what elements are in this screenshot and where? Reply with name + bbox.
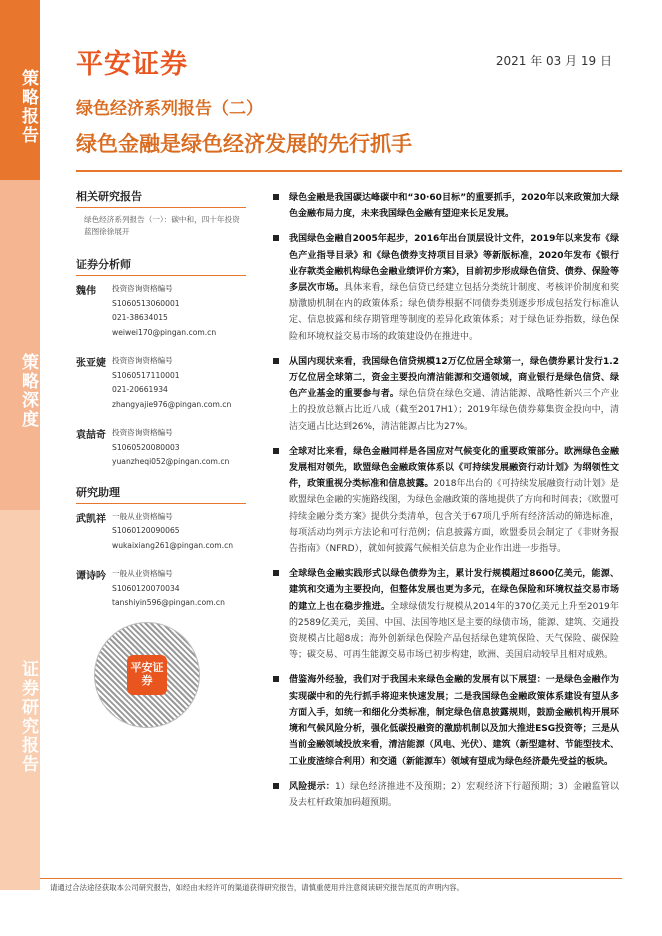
analyst-line: 投资咨询资格编号 <box>112 356 173 365</box>
square-bullet-icon <box>273 783 279 789</box>
summary-bullets <box>273 190 619 820</box>
assistant-name: 武凯祥 <box>76 513 106 525</box>
company-logo: 平安证券 <box>76 49 188 80</box>
risk-warning <box>273 779 619 811</box>
report-date: 2021 年 03 月 19 日 <box>495 54 612 68</box>
analyst-name: 魏伟 <box>76 286 96 297</box>
summary-item <box>273 444 619 557</box>
analyst-line: 021-38634015 <box>112 313 168 322</box>
analyst-name: 张亚婕 <box>76 358 106 369</box>
analyst <box>76 282 246 340</box>
summary-item <box>273 354 619 435</box>
analyst-line: 投资咨询资格编号 <box>112 284 173 293</box>
summary-item <box>273 190 619 222</box>
qr-code-icon <box>94 622 200 728</box>
summary-text: 具体来看，绿色信贷已经建立包括分类统计制度、考核评价制度和奖励激励机制在内的政策体系；绿色债券根据不同债券类别逐步形成包括发行标准认定、信息披露和续存期管理等制度的差异化政策体系；对于绿色证券指数，绿色保险和环境权益交易市场的政策建设仍在推进中。 <box>289 283 619 342</box>
summary-bold: 借鉴海外经验，我们对于我国未来绿色金融的发展有以下展望：一是绿色金融作为实现碳中和的先行抓手将迎来快速发展；二是我国绿色金融政策体系建设有望从多方面入手，如统一和细化分类标准，制定绿色信息披露规则，鼓励金融机构开展环境和气候风险分析，强化低碳投融资的激励机制以及加大推进ESG投资等；三是从当前金融领域投放来看，清洁能源（风电、光伏）、建筑（新型建材、节能型技术、工业废渣综合利用）和交通（新能源车）领域有望成为绿色经济最先受益的板块。 <box>289 675 619 767</box>
analyst-line: 021-20661934 <box>112 385 168 394</box>
summary-bold: 全球绿色金融实践形式以绿色债券为主，累计发行规模超过8600亿美元，能源、建筑和交通为主要投向，但整体发展也更为多元，在绿色保险和环境权益交易市场的建立上也在稳步推进。 <box>289 569 619 612</box>
analysts-heading: 证券分析师 <box>76 256 246 276</box>
square-bullet-icon <box>273 235 279 241</box>
sidebar-strategy-depth: 策略深度 <box>0 180 40 510</box>
assistant <box>76 567 246 611</box>
assistants-heading: 研究助理 <box>76 484 246 504</box>
related-heading: 相关研究报告 <box>76 188 246 208</box>
summary-bold: 全球对比来看，绿色金融同样是各国应对气候变化的重要政策部分。欧洲绿色金融发展相对领先，欧盟绿色金融政策体系以《可持续发展融资行动计划》为纲领性文件，政策重视分类标准和信息披露。 <box>289 446 619 490</box>
sidebar-securities-research: 证券研究报告 <box>0 510 40 890</box>
square-bullet-icon <box>273 570 279 576</box>
analyst-email[interactable]: zhangyajie976@pingan.com.cn <box>112 399 232 409</box>
square-bullet-icon <box>273 358 279 364</box>
assistant-email[interactable]: tanshiyin596@pingan.com.cn <box>112 598 225 607</box>
analyst-name: 袁喆奇 <box>76 430 106 441</box>
summary-item <box>273 672 619 769</box>
analyst-line: S1060517110001 <box>112 370 180 380</box>
summary-text: 绿色信贷在绿色交通、清洁能源、战略性新兴三个产业上的投放总额占比近八成（截至2017H1）；2019年绿色债券募集资金投向中，清洁交通占比达到26%，清洁能源占比为27%。 <box>289 389 619 432</box>
series-title: 绿色经济系列报告（二） <box>76 99 263 119</box>
assistants-list <box>76 510 246 611</box>
summary-item <box>273 566 619 663</box>
assistant-line: 一般从业资格编号 <box>112 511 173 521</box>
assistant-name: 谭诗吟 <box>76 571 106 582</box>
analyst-line: 投资咨询资格编号 <box>112 428 173 437</box>
footer-disclaimer: 请通过合法途径获取本公司研究报告，如经由未经许可的渠道获得研究报告，请慎重使用并注意阅读研究报告尾页的声明内容。 <box>50 883 464 892</box>
left-column <box>76 188 246 625</box>
summary-text: 2018年出台的《可持续发展融资行动计划》是欧盟绿色金融的实施路线图，为绿色金融政策的落地提供了方向和时间表；《欧盟可持续金融分类方案》提供分类清单，包含关于67项几乎所有经济活动的筛选标准，每项活动均列示方法论和可行范例；信息披露方面，欧盟委员会制定了《非财务报告指南》（NFRD），就如何披露气候相关信息为企业作出进一步指导。 <box>289 479 619 555</box>
summary-text: 全球绿债发行规模从2014年的370亿美元上升至2019年的2589亿美元，美国、中国、法国等地区是主要的绿债市场，能源、建筑、交通投资规模占比超8成；海外创新绿色保险产品包括绿色建筑保险、天气保险、碳保险等；碳交易、可再生能源交易市场已初步构建，欧洲、美国启动较早且相对成熟。 <box>289 601 619 661</box>
assistant-line: S1060120070034 <box>112 583 180 593</box>
analyst-email[interactable]: weiwei170@pingan.com.cn <box>112 327 217 337</box>
summary-bold: 从国内现状来看，我国绿色信贷规模12万亿位居全球第一，绿色债券累计发行1.2万亿位居全球第二，资金主要投向清洁能源和交通领域，商业银行是绿色信贷、绿色产业基金的重要参与者。 <box>289 356 619 400</box>
main-title: 绿色金融是绿色经济发展的先行抓手 <box>76 132 412 156</box>
analyst-line: S1060520080003 <box>112 442 180 452</box>
square-bullet-icon <box>273 448 279 454</box>
assistant-line: 一般从业资格编号 <box>112 569 173 578</box>
analyst <box>76 426 246 470</box>
qr-logo: 平安证券 <box>127 655 167 695</box>
assistant-info <box>112 510 233 554</box>
related-report-link[interactable]: 绿色经济系列报告（一）：碳中和，四十年投资蓝图徐徐展开 <box>84 215 240 236</box>
analyst-info <box>112 426 229 470</box>
summary-text: 1）绿色经济推进不及预期；2）宏观经济下行超预期；3）金融监管以及去杠杆政策加码超预期。 <box>289 781 619 808</box>
title-divider <box>76 170 622 172</box>
assistant-line: S1060120090065 <box>112 526 180 535</box>
analysts-list <box>76 282 246 470</box>
square-bullet-icon <box>273 676 279 682</box>
analyst-line: S1060513060001 <box>112 298 180 308</box>
assistant <box>76 510 246 554</box>
summary-item <box>273 231 619 344</box>
sidebar-strategy-report: 策略报告 <box>0 0 40 180</box>
analyst-info <box>112 282 216 340</box>
summary-bold: 绿色金融是我国碳达峰碳中和“30·60目标”的重要抓手，2020年以来政策加大绿色金融布局力度，未来我国绿色金融有望迎来长足发展。 <box>289 193 619 220</box>
assistant-email[interactable]: wukaixiang261@pingan.com.cn <box>112 540 234 550</box>
analyst-info <box>112 354 231 412</box>
footer-divider <box>40 878 622 879</box>
summary-bold: 风险提示： <box>289 781 335 792</box>
summary-bold: 我国绿色金融自2005年起步，2016年出台顶层设计文件，2019年以来发布《绿色产业指导目录》和《绿色债券支持项目目录》等新版标准，2020年发布《银行业存款类金融机构绿色金融业绩评价方案》，目前初步形成绿色信贷、债券、保险等多层次市场。 <box>289 234 619 294</box>
analyst <box>76 354 246 412</box>
analyst-email[interactable]: yuanzheqi052@pingan.com.cn <box>112 457 230 466</box>
square-bullet-icon <box>273 194 279 200</box>
assistant-info <box>112 567 225 611</box>
